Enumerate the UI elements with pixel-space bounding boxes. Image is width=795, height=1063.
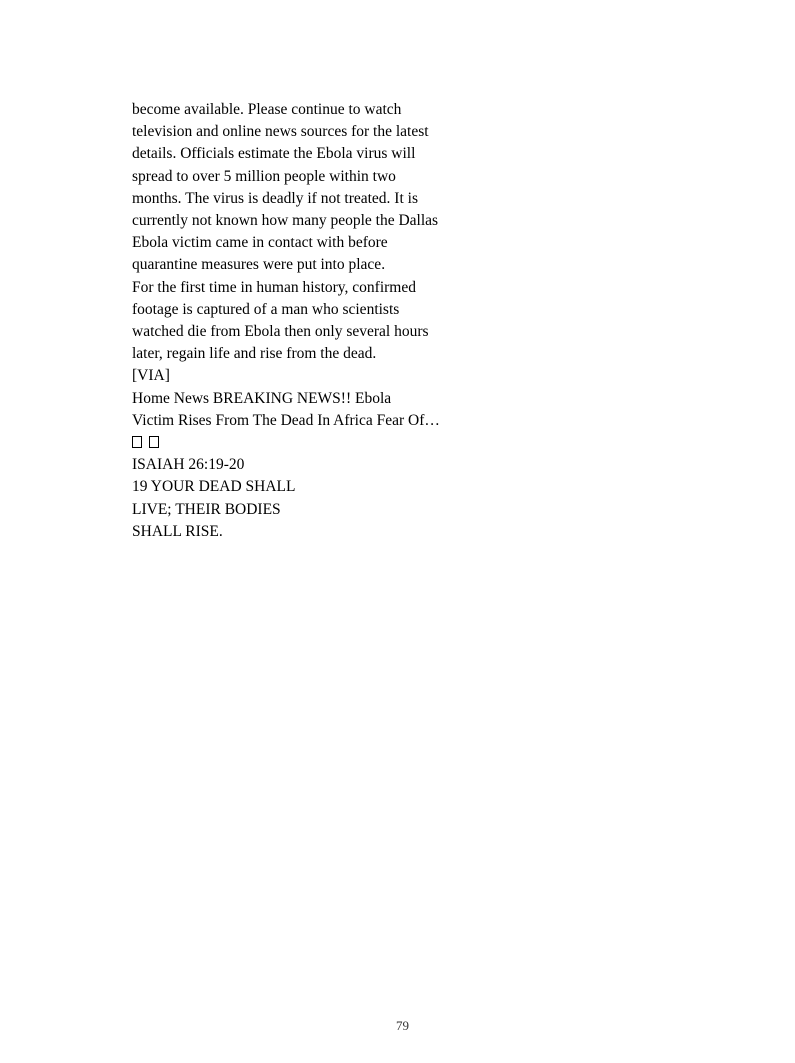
text-line: For the first time in human history, confirmed	[132, 278, 416, 296]
headline-text: Victim Rises From The Dead In Africa Fear Of…	[132, 411, 440, 429]
text-line: later, regain life and rise from the dead.	[132, 345, 377, 363]
text-line: spread to over 5 million people within two	[132, 167, 396, 185]
text-line: watched die from Ebola then only several hours	[132, 323, 429, 341]
missing-glyph-icon	[132, 436, 142, 448]
text-line: footage is captured of a man who scientists	[132, 300, 400, 318]
scripture-line: SHALL RISE.	[132, 522, 223, 540]
scripture-line: 19 YOUR DEAD SHALL	[132, 478, 296, 496]
scripture-line: LIVE; THEIR BODIES	[132, 500, 281, 518]
text-line: details. Officials estimate the Ebola virus will	[132, 145, 416, 163]
breadcrumb-text: Home News BREAKING NEWS!! Ebola	[132, 389, 392, 407]
body-text	[132, 99, 492, 543]
text-line: Ebola victim came in contact with before	[132, 234, 388, 252]
source-tag: [VIA]	[132, 367, 170, 385]
text-line: television and online news sources for the latest	[132, 123, 429, 141]
text-line: currently not known how many people the Dallas	[132, 212, 439, 230]
missing-glyphs	[132, 432, 492, 454]
text-line: quarantine measures were put into place.	[132, 256, 386, 274]
page-number: 79	[396, 1018, 409, 1033]
text-line: become available. Please continue to watch	[132, 101, 402, 118]
scripture-reference: ISAIAH 26:19-20	[132, 456, 245, 474]
text-line: months. The virus is deadly if not treated. It is	[132, 189, 418, 207]
missing-glyph-icon	[149, 436, 159, 448]
